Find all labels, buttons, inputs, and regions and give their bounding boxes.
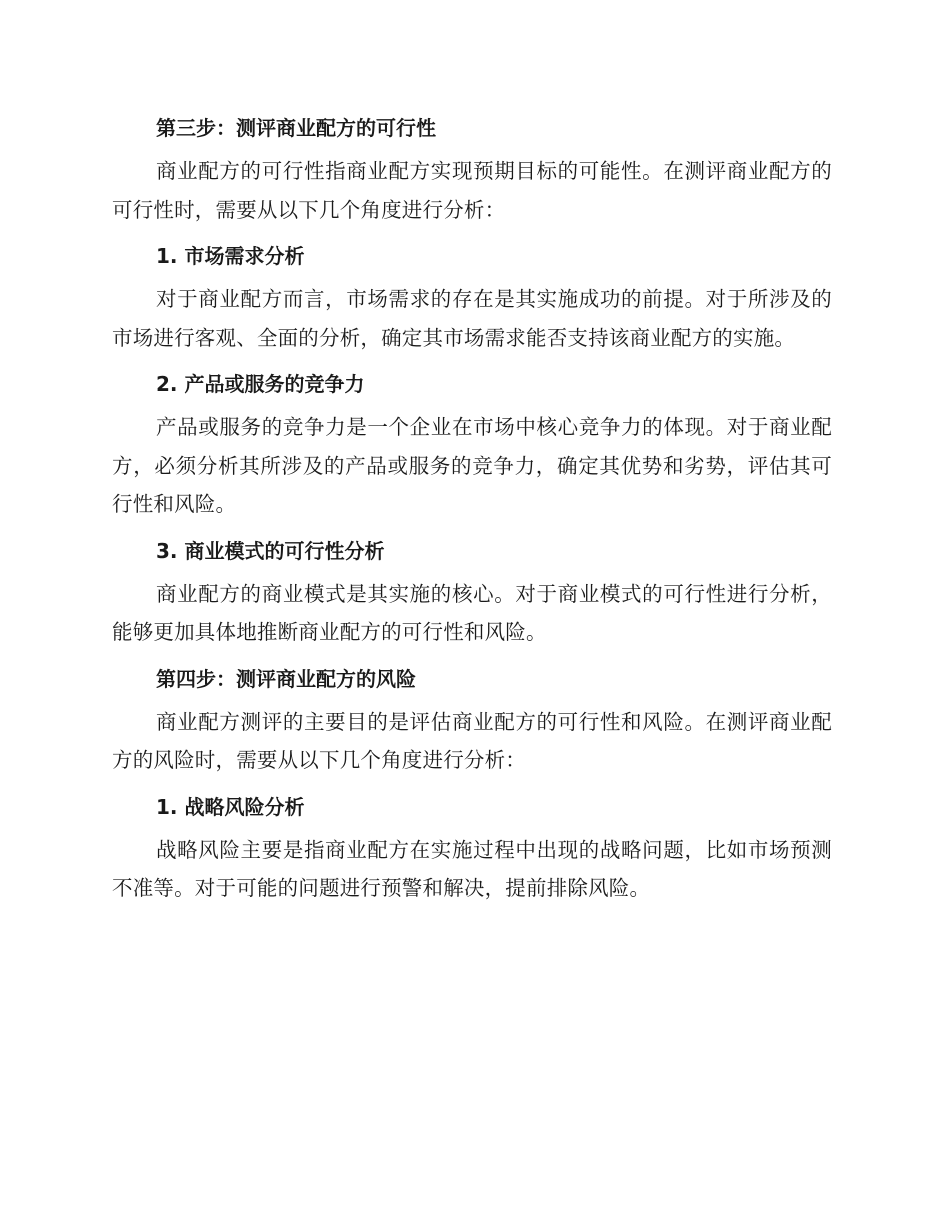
paragraph-market-demand: 对于商业配方而言，市场需求的存在是其实施成功的前提。对于所涉及的市场进行客观、全面的分析，确定其市场需求能否支持该商业配方的实施。: [112, 287, 832, 350]
paragraph-business-model: 商业配方的商业模式是其实施的核心。对于商业模式的可行性进行分析，能够更加具体地推断商业配方的可行性和风险。: [112, 581, 832, 644]
paragraph-step3-intro: 商业配方的可行性指商业配方实现预期目标的可能性。在测评商业配方的可行性时，需要从以下几个角度进行分析：: [112, 159, 832, 222]
section-heading-step3: 第三步：测评商业配方的可行性: [156, 116, 436, 140]
subheading-business-model: 3. 商业模式的可行性分析: [156, 538, 385, 563]
paragraph-competitiveness: 产品或服务的竞争力是一个企业在市场中核心竞争力的体现。对于商业配方，必须分析其所涉及的产品或服务的竞争力，确定其优势和劣势，评估其可行性和风险。: [112, 415, 832, 516]
subheading-strategic-risk: 1. 战略风险分析: [156, 794, 305, 819]
subheading-market-demand: 1. 市场需求分析: [156, 244, 305, 268]
section-heading-step4: 第四步：测评商业配方的风险: [156, 666, 416, 691]
paragraph-step4-intro: 商业配方测评的主要目的是评估商业配方的可行性和风险。在测评商业配方的风险时，需要从以下几个角度进行分析：: [112, 709, 832, 772]
paragraph-strategic-risk: 战略风险主要是指商业配方在实施过程中出现的战略问题，比如市场预测不准等。对于可能的问题进行预警和解决，提前排除风险。: [112, 837, 832, 900]
subheading-competitiveness: 2. 产品或服务的竞争力: [156, 372, 365, 396]
document-page: [112, 108, 832, 915]
